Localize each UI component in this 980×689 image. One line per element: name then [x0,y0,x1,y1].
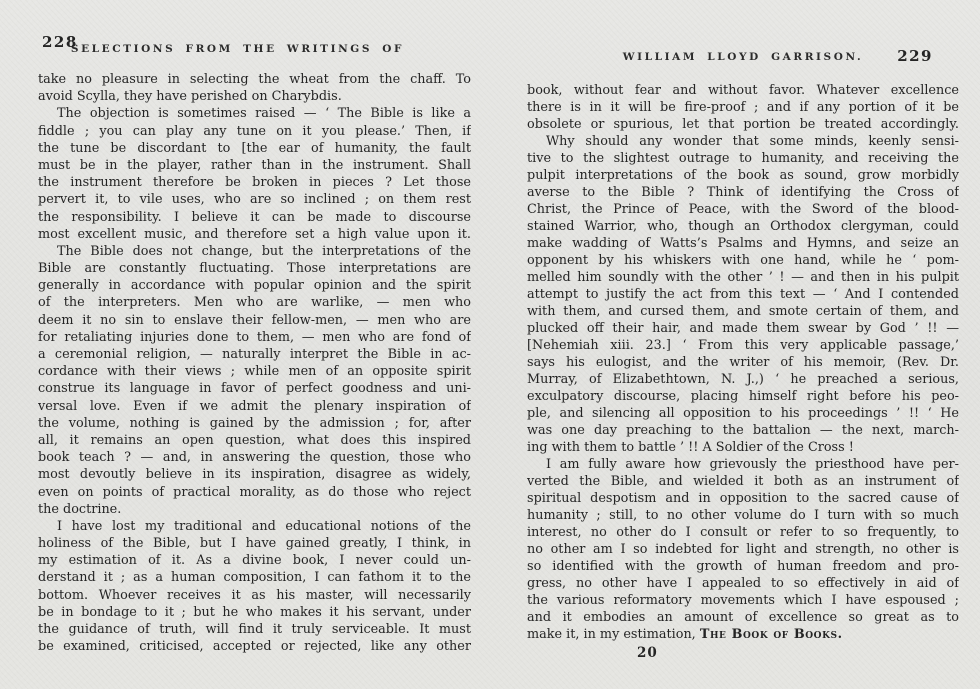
right-page-header [527,40,959,63]
text-line: plucked off their hair, and made them swear by God ’ !! — [527,321,959,336]
text-line: pervert it, to vile uses, who are so inclined ; on them rest [38,192,471,208]
text-line: even on points of practical morality, as do those who reject [38,484,471,500]
text-line: bottom. Whoever receives it as his master, will necessarily [38,587,471,603]
text-line: no other am I so indebted for light and strength, no other is [527,542,959,557]
left-page-text [38,71,471,655]
right-page [527,40,959,661]
text-line: melled him soundly with the other ’ ! — and then in his pulpit [527,270,959,285]
text-line: Bible are constantly fluctuating. Those interpretations are [38,261,471,277]
text-line: I have lost my traditional and educational notions of the [57,518,471,534]
text-line [527,626,959,643]
text-line: ple, and silencing all opposition to his proceedings ’ !! ‘ He [527,406,959,421]
text-line: the guidance of truth, will find it truly serviceable. It must [38,622,471,637]
left-page [38,30,471,655]
text-line: [Nehemiah xiii. 23.] ‘ From this very applicable passage,’ [527,338,959,353]
text-line: says his eulogist, and the writer of his memoir, (Rev. Dr. [527,355,959,370]
signature-mark: 20 [637,645,658,661]
text-line: of the interpreters. Men who are warlike, — men who [38,295,471,311]
text-line: most devoutly believe in its inspiration, disagree as widely, [38,467,471,483]
text-line: cordance with their views ; while men of an opposite spirit [38,364,471,380]
text-line: the various reformatory movements which I have espoused ; [527,593,959,608]
text-line: spiritual despotism and in opposition to the sacred cause of [527,491,959,506]
text-line: opponent by his whiskers with one hand, while he ‘ pom- [527,253,959,268]
text-line: a ceremonial religion, — naturally interpret the Bible in ac- [38,347,471,362]
text-line: The objection is sometimes raised — ‘ The Bible is like a [57,106,471,122]
text-line: fiddle ; you can play any tune on it you please.’ Then, if [38,123,471,139]
text-line: take no pleasure in selecting the wheat from the chaff. To [38,72,471,87]
running-header-right: WILLIAM LLOYD GARRISON. [622,51,864,63]
text-line: Why should any wonder that some minds, keenly sensi- [546,134,959,149]
text-line: the tune be discordant to [the ear of humanity, the fault [38,140,471,156]
text-line: the responsibility. I believe it can be made to discourse [38,209,471,225]
text-line: exculpatory discourse, placing himself right before his peo- [527,389,959,404]
text-line: obsolete or spurious, let that portion be treated accordingly. [527,117,959,132]
text-line: gress, no other have I appealed to so effectively in aid of [527,576,959,591]
text-line: with them, and cursed them, and smote certain of them, and [527,304,959,319]
text-line: must be in the player, rather than in the instrument. Shall [38,157,471,173]
text-line: all, it remains an open question, what does this inspired [38,432,471,448]
right-page-text [527,82,959,661]
text-line: derstand it ; as a human composition, I can fathom it to the [38,570,471,586]
text-line: construe its language in favor of perfect goodness and uni- [38,381,471,397]
text-line: was one day preaching to the battalion — the next, march- [527,423,959,438]
text-line: Murray, of Elizabethtown, N. J.,) ‘ he preached a serious, [527,372,959,387]
text-line: the instrument therefore be broken in pieces ? Let those [38,175,471,191]
text-line: holiness of the Bible, but I have gained greatly, I think, in [38,536,471,552]
text-line: book, without fear and without favor. Whatever excellence [527,83,959,98]
text-line: attempt to justify the act from this text — ‘ And I contended [527,287,959,302]
text-line: interest, no other do I consult or refer to so frequently, to [527,525,959,540]
text-line: the volume, nothing is gained by the admission ; for, after [38,415,471,431]
text-line: my estimation of it. As a divine book, I never could un- [38,553,471,569]
text-line: I am fully aware how grievously the priesthood have per- [546,457,959,472]
text-line: verted the Bible, and wielded it both as an instrument of [527,474,959,489]
text-line: there is in it will be fire-proof ; and if any portion of it be [527,100,959,115]
closing-smallcaps: The Book of Books. [699,627,843,642]
text-line: avoid Scylla, they have perished on Charybdis. [38,89,342,105]
text-line: so identified with the growth of human freedom and pro- [527,559,959,574]
text-line: be examined, criticised, accepted or rejected, like any other [38,639,471,655]
text-line: humanity ; still, to no other volume do I turn with so much [527,508,959,523]
text-line: stained Warrior, who, though an Orthodox clergyman, could [527,219,959,234]
text-line: deem it no sin to enslave their fellow-men, — men who are [38,312,471,328]
closing-text: make it, in my estimation, [527,627,700,642]
text-line: make wadding of Watts’s Psalms and Hymns, and seize an [527,236,959,251]
text-line: the doctrine. [38,501,122,517]
text-line: The Bible does not change, but the interpretations of the [57,243,471,259]
left-page-header [38,30,471,55]
text-line: Christ, the Prince of Peace, with the Sword of the blood- [527,202,959,217]
text-line: be in bondage to it ; but he who makes it his servant, under [38,604,471,620]
text-line: for retaliating injuries done to them, — men who are fond of [38,329,471,345]
text-line: ing with them to battle ’ !! A Soldier of the Cross ! [527,440,854,455]
text-line: most excellent music, and therefore set a high value upon it. [38,226,471,242]
text-line: book teach ? — and, in answering the question, those who [38,450,471,466]
text-line: versal love. Even if we admit the plenary inspiration of [38,398,471,414]
page-number-left: 228 [42,33,78,51]
text-line: pulpit interpretations of the book as sound, grow morbidly [527,168,959,183]
text-line: generally in accordance with popular opinion and the spirit [38,278,471,294]
running-header-left: SELECTIONS FROM THE WRITINGS OF [70,43,405,55]
text-line: and it embodies an amount of excellence so great as to [527,610,959,625]
text-line: averse to the Bible ? Think of identifying the Cross of [527,185,959,200]
page-number-right: 229 [897,47,933,65]
text-line: tive to the slightest outrage to humanity, and receiving the [527,151,959,166]
